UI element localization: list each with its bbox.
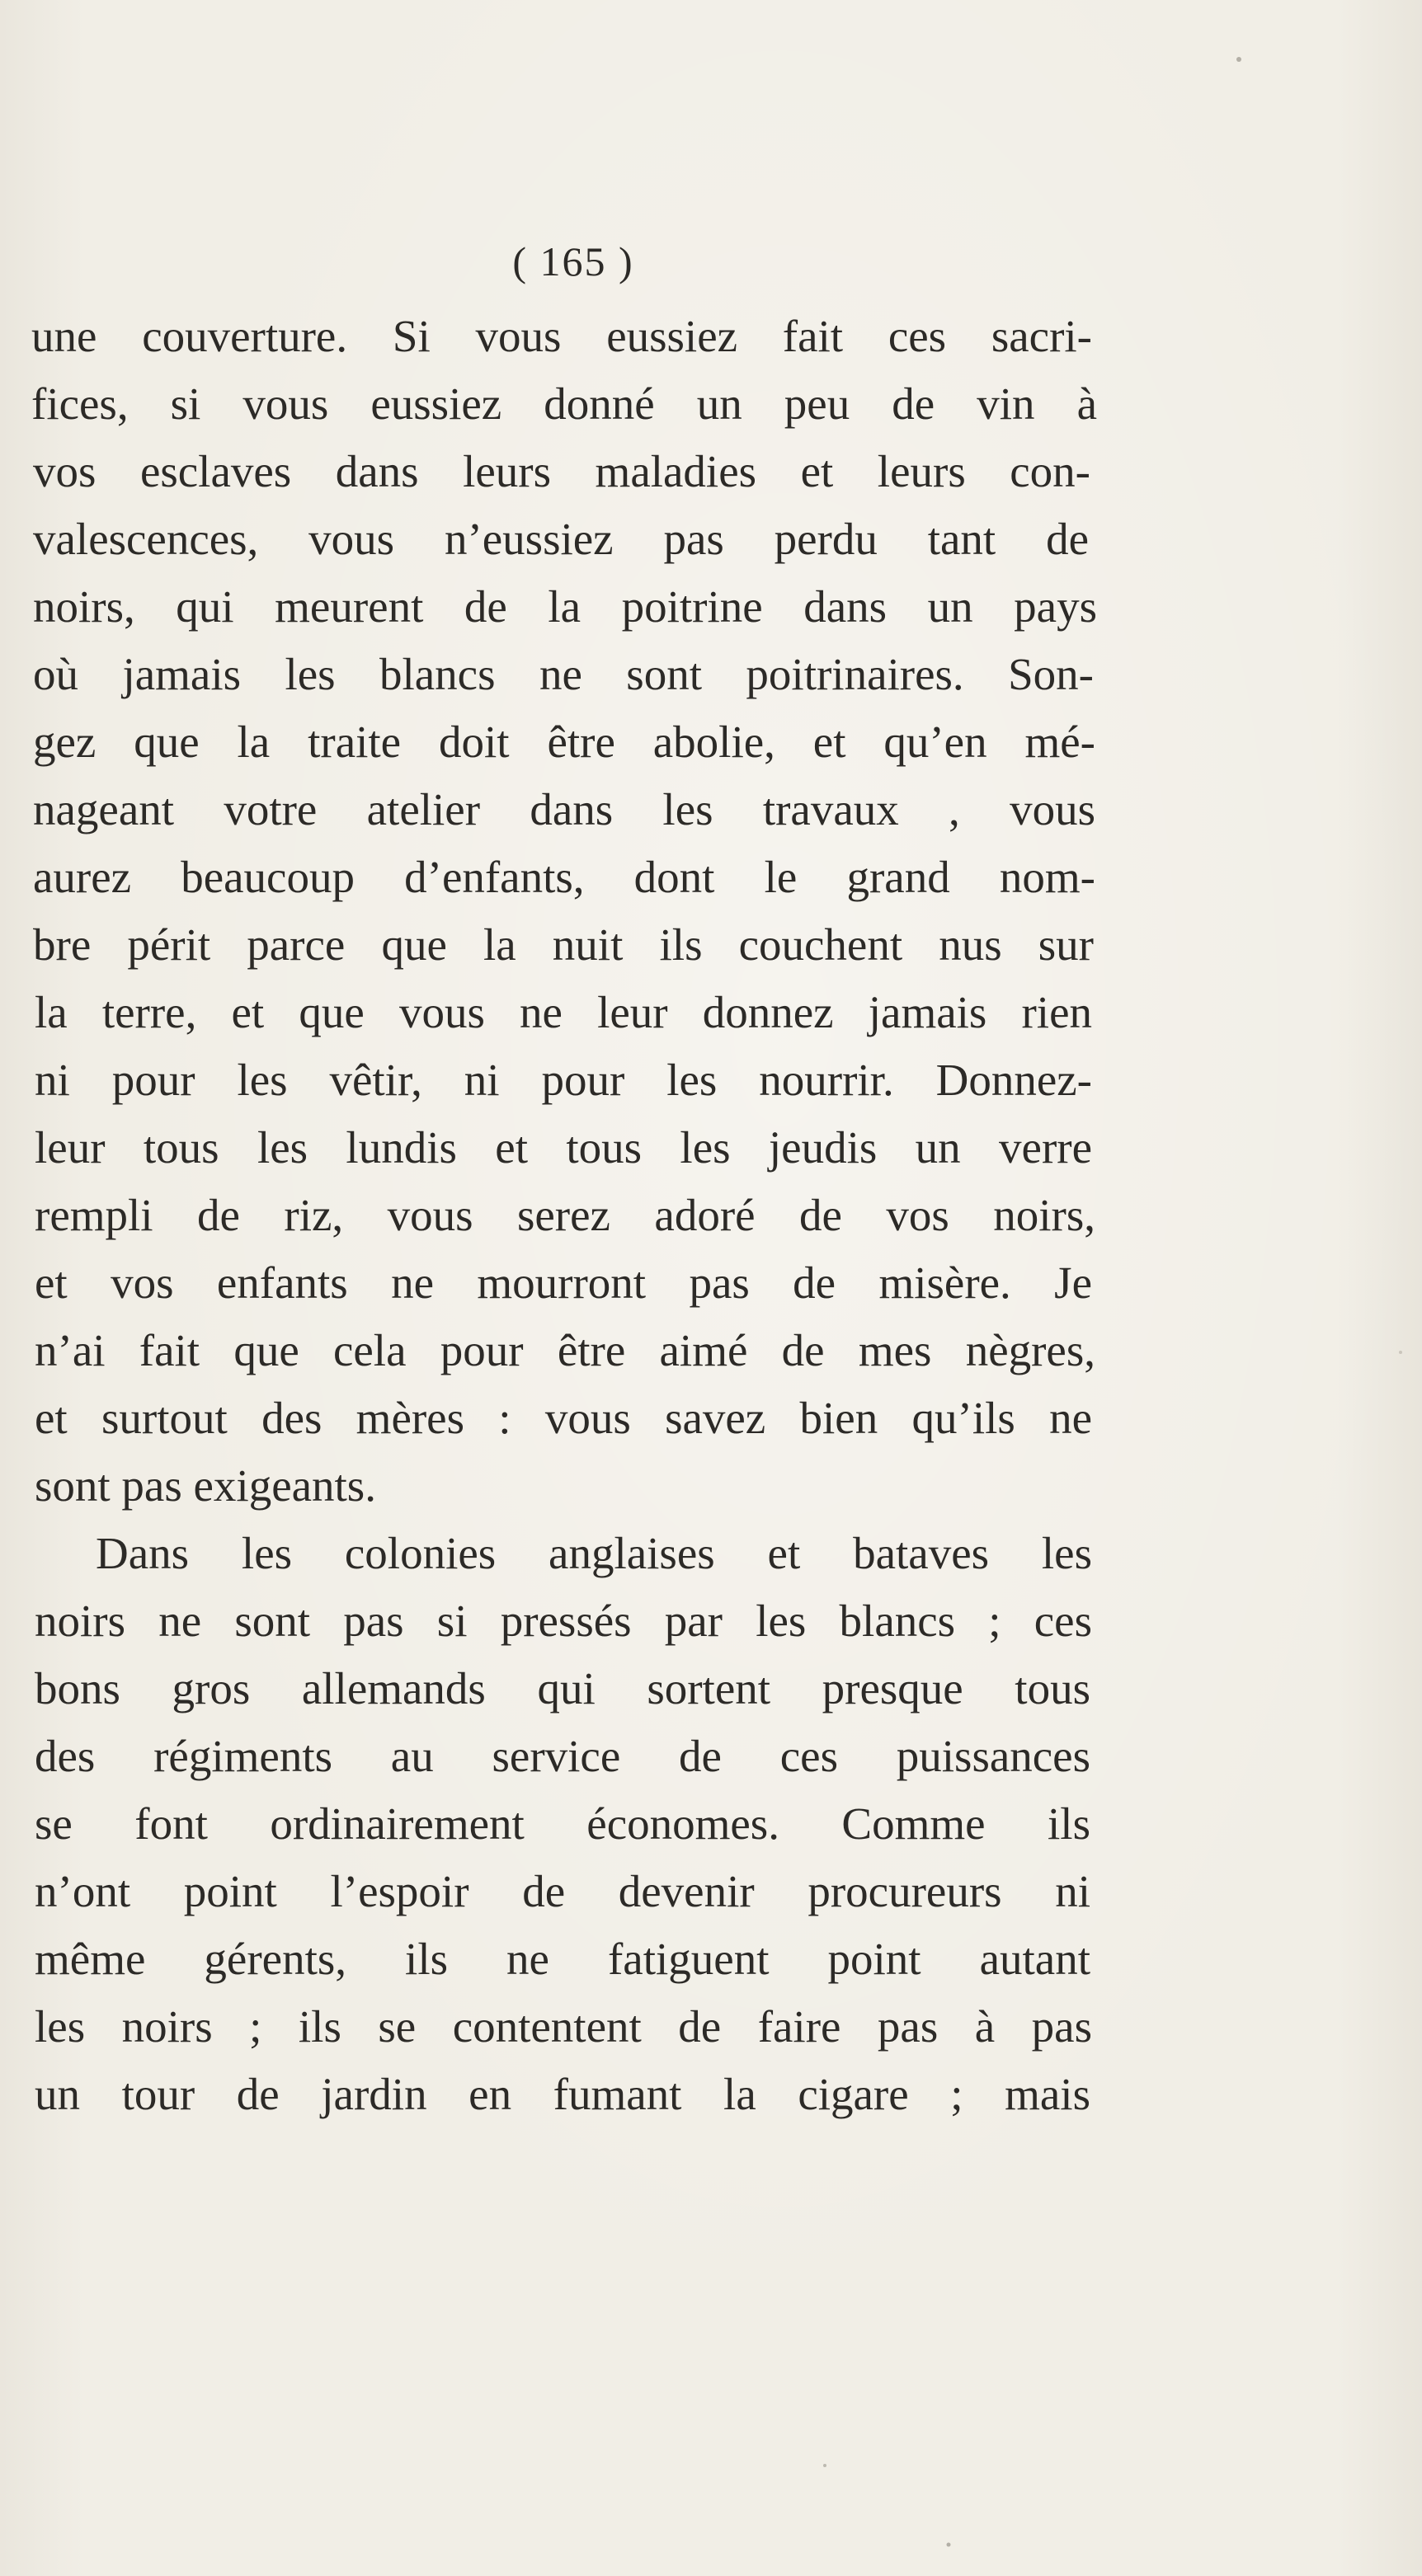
text-line: noirs, qui meurent de la poitrine dans un pays xyxy=(33,581,1097,632)
page-number-header: ( 165 ) xyxy=(512,238,634,284)
text-line: et vos enfants ne mourront pas de misère. Je xyxy=(35,1257,1092,1308)
text-line: sont pas exigeants. xyxy=(35,1460,376,1511)
text-line: la terre, et que vous ne leur donnez jamais rien xyxy=(35,987,1092,1037)
text-line: bre périt parce que la nuit ils couchent nus sur xyxy=(33,919,1094,970)
text-line: ni pour les vêtir, ni pour les nourrir. Donnez- xyxy=(35,1055,1092,1105)
text-line: les noirs ; ils se contentent de faire pas à pas xyxy=(35,2001,1092,2052)
text-line: un tour de jardin en fumant la cigare ; mais xyxy=(35,2069,1090,2119)
text-line: et surtout des mères : vous savez bien qu’ils ne xyxy=(35,1393,1092,1443)
text-line: se font ordinairement économes. Comme ils xyxy=(35,1798,1090,1849)
text-line: valescences, vous n’eussiez pas perdu tant de xyxy=(33,514,1089,564)
text-line: n’ont point l’espoir de devenir procureurs ni xyxy=(35,1866,1090,1916)
text-line: Dans les colonies anglaises et bataves les xyxy=(96,1528,1092,1578)
text-line: bons gros allemands qui sortent presque tous xyxy=(35,1663,1090,1713)
text-line: même gérents, ils ne fatiguent point autant xyxy=(35,1934,1090,1984)
text-line: noirs ne sont pas si pressés par les blancs ; ces xyxy=(35,1596,1092,1646)
text-line: gez que la traite doit être abolie, et qu’en mé- xyxy=(33,717,1095,767)
text-line: aurez beaucoup d’enfants, dont le grand nom- xyxy=(33,852,1095,902)
text-line: leur tous les lundis et tous les jeudis un verre xyxy=(35,1122,1092,1173)
text-line: une couverture. Si vous eussiez fait ces sacri- xyxy=(31,311,1092,361)
text-line: où jamais les blancs ne sont poitrinaires. Son- xyxy=(33,649,1094,699)
text-line: fices, si vous eussiez donné un peu de vin à xyxy=(31,378,1097,429)
text-line: rempli de riz, vous serez adoré de vos noirs, xyxy=(35,1190,1095,1240)
text-line: des régiments au service de ces puissances xyxy=(35,1731,1090,1781)
text-line: nageant votre atelier dans les travaux , vous xyxy=(33,784,1095,834)
text-line: n’ai fait que cela pour être aimé de mes nègres, xyxy=(35,1325,1095,1375)
text-line: vos esclaves dans leurs maladies et leurs con- xyxy=(33,446,1090,496)
